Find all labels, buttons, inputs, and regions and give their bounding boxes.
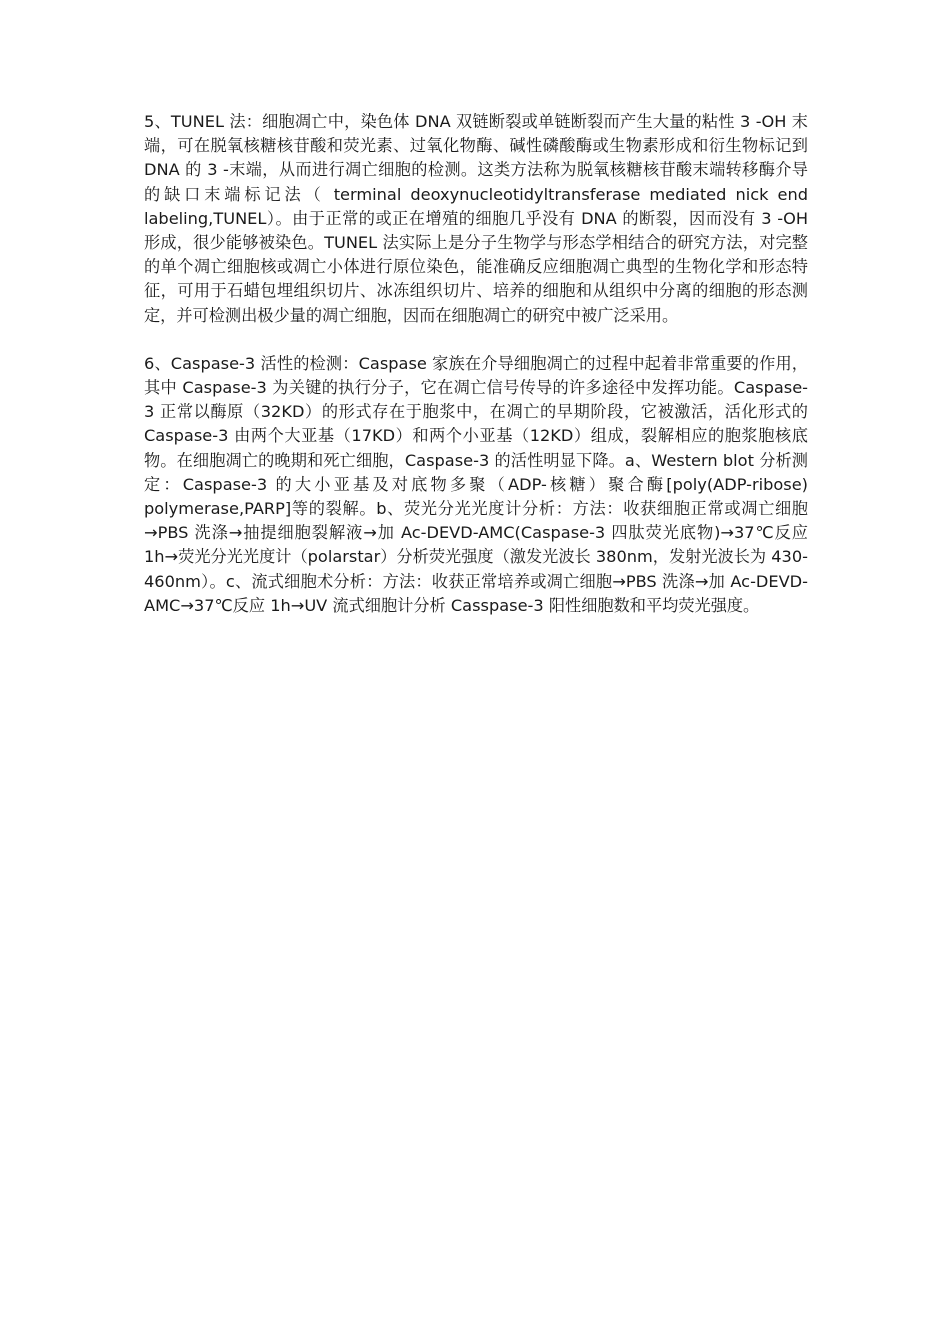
paragraph-tunel-method: 5、TUNEL 法：细胞凋亡中，染色体 DNA 双链断裂或单链断裂而产生大量的粘性 3 -OH 末端，可在脱氧核糖核苷酸和荧光素、过氧化物酶、碱性磷酸酶或生物素形成和衍生物标记到 DNA 的 3 -末端，从而进行凋亡细胞的检测。这类方法称为脱氧核糖核苷酸末端转移酶介导的缺口末端标记法（ terminal deoxynucleotidyltransferase mediated nick end labeling,TUNEL）。由于正常的或正在增殖的细胞几乎没有 DNA 的断裂，因而没有 3 -OH 形成，很少能够被染色。TUNEL 法实际上是分子生物学与形态学相结合的研究方法，对完整的单个凋亡细胞核或凋亡小体进行原位染色，能准确反应细胞凋亡典型的生物化学和形态特征，可用于石蜡包埋组织切片、冰冻组织切片、培养的细胞和从组织中分离的细胞的形态测定，并可检测出极少量的凋亡细胞，因而在细胞凋亡的研究中被广泛采用。	[144, 112, 808, 325]
paragraph-caspase3-detection: 6、Caspase-3 活性的检测：Caspase 家族在介导细胞凋亡的过程中起着非常重要的作用，其中 Caspase-3 为关键的执行分子，它在凋亡信号传导的许多途径中发挥功能。Caspase-3 正常以酶原（32KD）的形式存在于胞浆中，在凋亡的早期阶段，它被激活，活化形式的 Caspase-3 由两个大亚基（17KD）和两个小亚基（12KD）组成，裂解相应的胞浆胞核底物。在细胞凋亡的晚期和死亡细胞，Caspase-3 的活性明显下降。a、Western blot 分析测定：Caspase-3 的大小亚基及对底物多聚（ADP-核糖）聚合酶[poly(ADP-ribose) polymerase,PARP]等的裂解。b、荧光分光光度计分析：方法：收获细胞正常或凋亡细胞→PBS 洗涤→抽提细胞裂解液→加 Ac-DEVD-AMC(Caspase-3 四肽荧光底物)→37℃反应 1h→荧光分光光度计（polarstar）分析荧光强度（激发光波长 380nm，发射光波长为 430-460nm）。c、流式细胞术分析：方法：收获正常培养或凋亡细胞→PBS 洗涤→加 Ac-DEVD-AMC→37℃反应 1h→UV 流式细胞计分析 Casspase-3 阳性细胞数和平均荧光强度。	[144, 353, 808, 615]
document-body	[144, 110, 808, 618]
paragraph-spacer	[144, 328, 808, 352]
